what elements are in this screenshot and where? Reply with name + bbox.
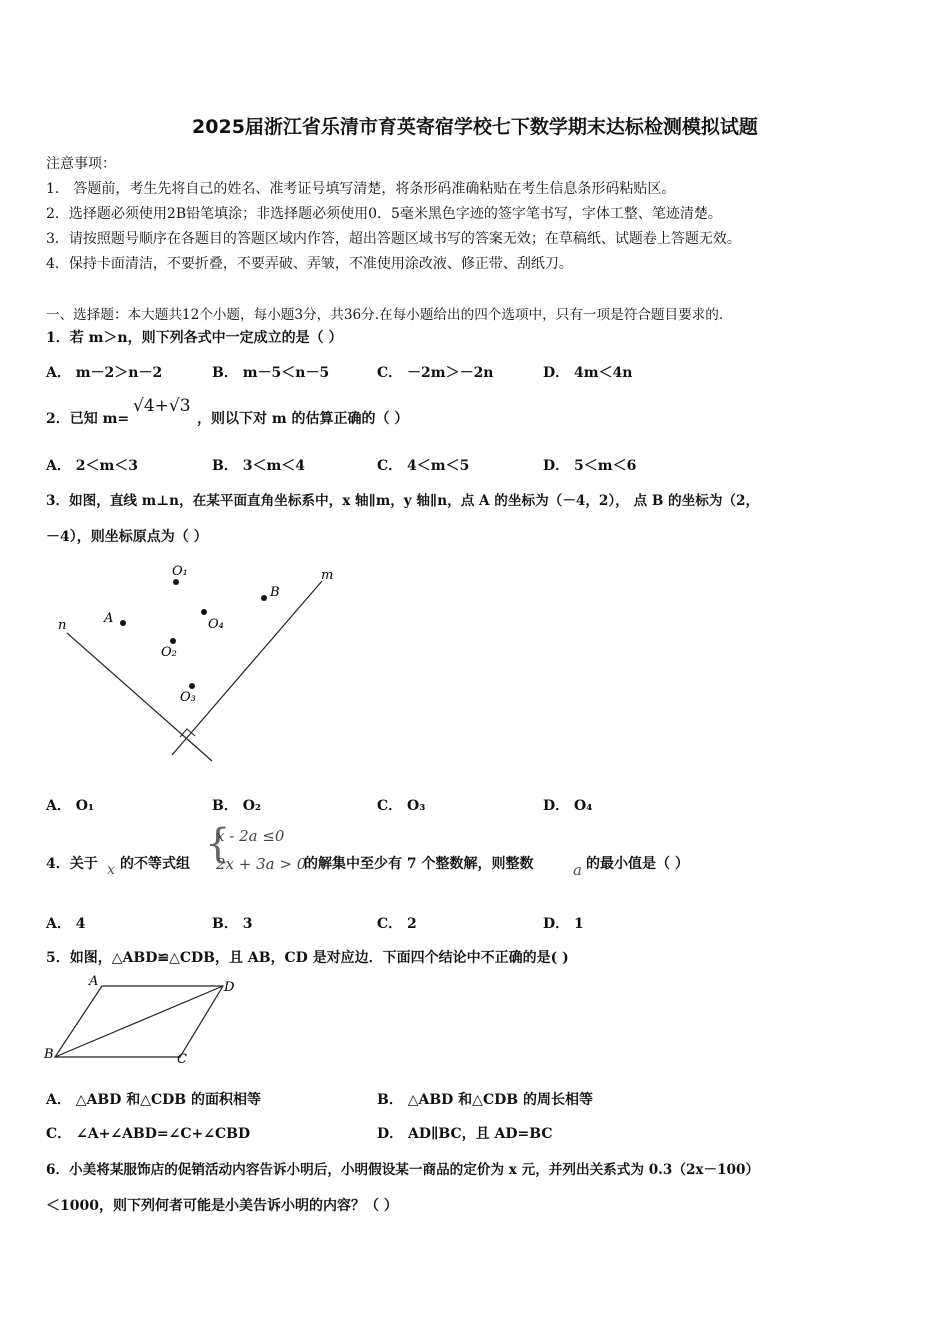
- q5-option-c: C． ∠A+∠ABD=∠C+∠CBD: [46, 1126, 251, 1142]
- notice-heading: 注意事项：: [46, 156, 116, 172]
- q5-stem: 5．如图，△ABD≌△CDB，且 AB，CD 是对应边．下面四个结论中不正确的是( ): [46, 950, 569, 966]
- q5-figure: [40, 970, 250, 1070]
- label-d: D: [224, 980, 235, 995]
- point-b: [261, 595, 267, 601]
- q4-option-b: B． 3: [212, 916, 253, 932]
- q4-tail: 的最小值是（ ）: [586, 856, 689, 872]
- label-a: A: [89, 974, 99, 989]
- q4-mid: 的不等式组: [120, 856, 190, 872]
- label-n: n: [58, 618, 67, 633]
- q3-option-a: A． O₁: [46, 798, 95, 814]
- label-o4: O₄: [208, 617, 224, 632]
- q6-stem-line2: ＜1000，则下列何者可能是小美告诉小明的内容？（ ）: [46, 1198, 398, 1214]
- label-o1: O₁: [172, 564, 188, 579]
- q3-stem-line2: －4），则坐标原点为（ ）: [46, 529, 208, 545]
- q2-option-b: B． 3＜m＜4: [212, 458, 306, 474]
- notice-item-2: 2．选择题必须使用2B铅笔填涂；非选择题必须使用0．5毫米黑色字迹的签字笔书写，字体工整、笔迹清楚。: [46, 206, 722, 222]
- q3-option-d: D． O₄: [543, 798, 593, 814]
- q2-pre: 2．已知 m=: [46, 411, 130, 427]
- point-o1: [173, 579, 179, 585]
- q3-figure: [40, 555, 350, 770]
- q4-system-line2: 2x + 3a > 0: [216, 855, 307, 873]
- page-title: 2025届浙江省乐清市育英寄宿学校七下数学期末达标检测模拟试题: [192, 116, 758, 138]
- q3-option-c: C． O₃: [377, 798, 426, 814]
- notice-item-4: 4．保持卡面清洁，不要折叠，不要弄破、弄皱，不准使用涂改液、修正带、刮纸刀。: [46, 256, 573, 272]
- q2-option-c: C． 4＜m＜5: [377, 458, 470, 474]
- q5-option-a: A． △ABD 和△CDB 的面积相等: [46, 1092, 261, 1108]
- point-o3: [189, 683, 195, 689]
- q4-var-a: a: [573, 861, 582, 879]
- label-c: C: [177, 1052, 187, 1067]
- section-heading: 一、选择题：本大题共12个小题，每小题3分，共36分.在每小题给出的四个选项中，只有一项是符合题目要求的.: [46, 307, 724, 323]
- notice-item-1: 1． 答题前，考生先将自己的姓名、准考证号填写清楚，将条形码准确粘贴在考生信息条形码粘贴区。: [46, 181, 676, 197]
- line-m: [172, 581, 322, 755]
- q1-option-c: C． －2m＞－2n: [377, 365, 494, 381]
- q4-post: 的解集中至少有 7 个整数解，则整数: [304, 856, 534, 872]
- label-o2: O₂: [161, 645, 177, 660]
- q4-option-d: D． 1: [543, 916, 584, 932]
- q1-option-b: B． m－5＜n－5: [212, 365, 330, 381]
- q4-brace: {: [205, 821, 231, 867]
- point-o4: [201, 609, 207, 615]
- q4-system-line1: x - 2a ≤0: [216, 827, 285, 845]
- label-b: B: [44, 1047, 54, 1062]
- q6-stem-line1: 6．小美将某服饰店的促销活动内容告诉小明后，小明假设某一商品的定价为 x 元，并列出关系式为 0.3（2x－100）: [46, 1162, 760, 1178]
- label-m: m: [321, 568, 334, 583]
- q4-var-x: x: [107, 862, 115, 878]
- q4-option-c: C． 2: [377, 916, 417, 932]
- q2-post: ，则以下对 m 的估算正确的（ ）: [197, 411, 409, 427]
- label-a: A: [104, 611, 114, 626]
- notice-item-3: 3．请按照题号顺序在各题目的答题区域内作答，超出答题区域书写的答案无效；在草稿纸、试题卷上答题无效。: [46, 231, 741, 247]
- diagonal-bd: [55, 986, 223, 1057]
- q3-option-b: B． O₂: [212, 798, 262, 814]
- q5-option-d: D． AD∥BC，且 AD=BC: [377, 1126, 553, 1142]
- q4-option-a: A． 4: [46, 916, 86, 932]
- q1-option-d: D． 4m＜4n: [543, 365, 633, 381]
- point-a: [120, 620, 126, 626]
- q1-stem: 1．若 m＞n，则下列各式中一定成立的是（ ）: [46, 330, 343, 346]
- q4-pre: 4．关于: [46, 856, 98, 872]
- q2-formula: √4+√3: [133, 396, 191, 416]
- q1-option-a: A． m－2＞n－2: [46, 365, 163, 381]
- point-o2: [170, 638, 176, 644]
- q5-option-b: B． △ABD 和△CDB 的周长相等: [377, 1092, 593, 1108]
- label-b: B: [270, 585, 280, 600]
- q2-option-a: A． 2＜m＜3: [46, 458, 139, 474]
- q3-stem-line1: 3．如图，直线 m⊥n，在某平面直角坐标系中，x 轴∥m，y 轴∥n，点 A 的坐标为（－4，2）， 点 B 的坐标为（2，: [46, 493, 760, 509]
- q2-option-d: D． 5＜m＜6: [543, 458, 637, 474]
- label-o3: O₃: [180, 690, 196, 705]
